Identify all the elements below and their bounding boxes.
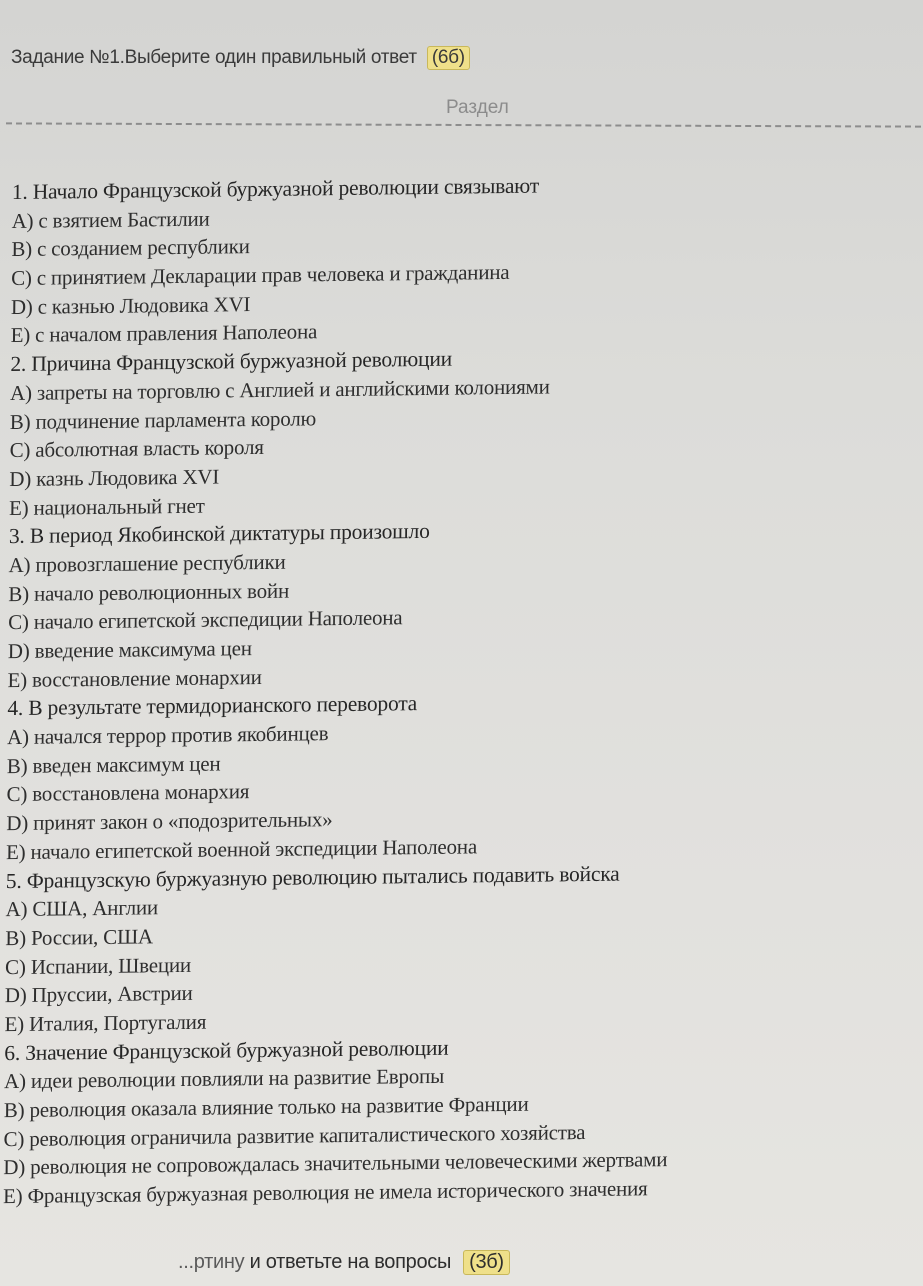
answer-option-e: E) Французская буржуазная революция не имела исторического значения xyxy=(3,1176,648,1209)
answer-option-c: C) с принятием Декларации прав человека и гражданина xyxy=(11,259,510,291)
answer-option-e: E) национальный гнет xyxy=(9,493,205,520)
question-text: 5. Французскую буржуазную революцию пытались подавить войска xyxy=(5,861,620,893)
answer-option-b: B) России, США xyxy=(5,924,154,951)
next-task-header xyxy=(178,1250,510,1275)
answer-option-e: E) Италия, Португалия xyxy=(4,1009,207,1037)
answer-option-b: B) введен максимум цен xyxy=(6,751,221,778)
answer-option-d: D) принят закон о «подозрительных» xyxy=(6,807,333,836)
question-list xyxy=(3,167,912,1211)
question-block-4 xyxy=(6,683,907,866)
task-header xyxy=(11,46,470,70)
answer-option-d: D) казнь Людовика XVI xyxy=(9,464,220,491)
question-block-2 xyxy=(9,339,910,522)
answer-option-a: A) провозглашение республики xyxy=(8,549,286,578)
next-task-text-cut: ...ртину xyxy=(178,1251,245,1273)
answer-option-c: C) восстановлена монархия xyxy=(6,779,250,807)
question-block-1 xyxy=(10,167,911,350)
question-block-3 xyxy=(7,511,908,694)
answer-option-b: B) революция оказала влияние только на развитие Франции xyxy=(3,1091,529,1123)
question-text: 1. Начало Французской буржуазной революции связывают xyxy=(11,173,540,205)
question-text: 3. В период Якобинской диктатуры произошло xyxy=(8,519,430,549)
task-title: Задание №1.Выберите один правильный ответ xyxy=(11,47,417,68)
next-task-text: и ответьте на вопросы xyxy=(244,1251,452,1273)
question-text: 4. В результате термидорианского переворота xyxy=(7,691,418,721)
answer-option-d: D) введение максимума цен xyxy=(7,636,252,664)
answer-option-e: E) восстановление монархии xyxy=(7,664,262,692)
answer-option-c: C) Испании, Швеции xyxy=(5,952,192,979)
section-divider xyxy=(6,122,921,127)
task-points-badge: (6б) xyxy=(427,46,470,70)
section-label: Раздел xyxy=(446,97,509,118)
question-text: 2. Причина Французской буржуазной революции xyxy=(10,346,453,377)
answer-option-e: E) с началом правления Наполеона xyxy=(10,319,318,348)
answer-option-e: E) начало египетской военной экспедиции Наполеона xyxy=(6,834,478,864)
answer-option-a: A) запреты на торговлю с Англией и английскими колониями xyxy=(10,374,550,405)
answer-option-c: C) абсолютная власть короля xyxy=(9,435,264,463)
answer-option-a: A) начался террор против якобинцев xyxy=(7,721,329,750)
answer-option-d: D) с казнью Людовика XVI xyxy=(10,291,251,319)
answer-option-b: B) подчинение парламента королю xyxy=(9,405,317,434)
answer-option-c: C) революция ограничила развитие капиталистического хозяйства xyxy=(3,1119,586,1151)
question-block-5 xyxy=(4,856,905,1039)
answer-option-a: A) США, Англии xyxy=(5,895,159,922)
next-task-points-badge: (3б) xyxy=(463,1250,510,1275)
question-block-6 xyxy=(3,1028,904,1211)
answer-option-b: B) начало революционных войн xyxy=(8,578,290,606)
answer-option-b: B) с созданием республики xyxy=(11,234,250,262)
answer-option-d: D) Пруссии, Австрии xyxy=(4,981,193,1008)
question-text: 6. Значение Французской буржуазной революции xyxy=(4,1035,449,1065)
answer-option-c: C) начало египетской экспедиции Наполеона xyxy=(8,605,403,635)
answer-option-d: D) революция не сопровождалась значительными человеческими жертвами xyxy=(3,1147,668,1180)
answer-option-a: A) с взятием Бастилии xyxy=(11,206,210,233)
answer-option-a: A) идеи революции повлияли на развитие Европы xyxy=(4,1064,445,1094)
